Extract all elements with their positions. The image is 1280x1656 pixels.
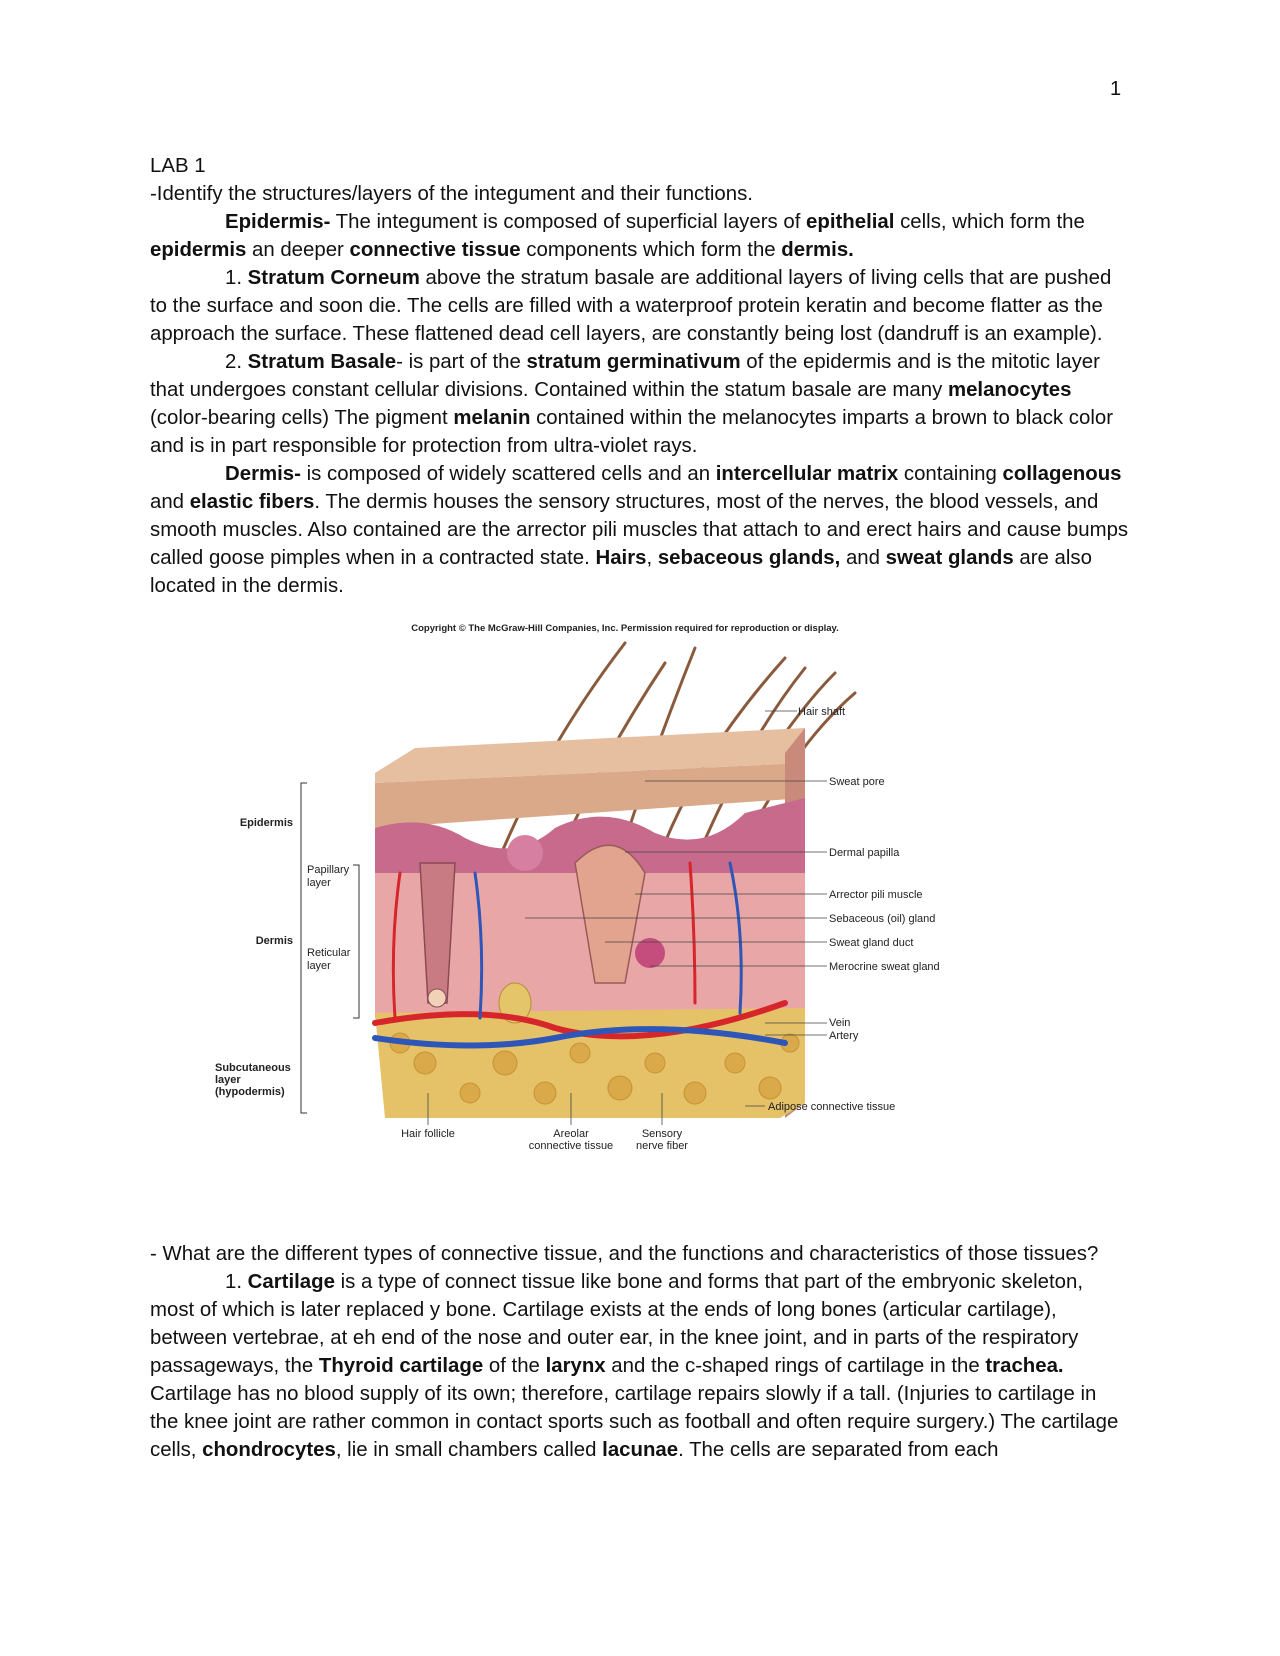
term: epithelial (806, 211, 895, 233)
label-subcutaneous-3: (hypodermis) (215, 1086, 285, 1098)
label-artery: Artery (829, 1030, 859, 1042)
term: trachea. (985, 1355, 1064, 1377)
label-hair-shaft: Hair shaft (798, 706, 846, 718)
term: Epidermis- (225, 211, 331, 233)
term: Hairs (595, 547, 647, 569)
label-arrector-pili: Arrector pili muscle (829, 889, 923, 901)
fat-cell (759, 1077, 781, 1099)
term: Stratum Basale (247, 351, 397, 373)
term: lacunae (602, 1439, 679, 1461)
lab-heading: LAB 1 (150, 155, 206, 177)
text: 1. (225, 1271, 248, 1293)
fat-cell (534, 1082, 556, 1104)
label-vein: Vein (829, 1017, 851, 1029)
label-areolar-1: Areolar (553, 1128, 589, 1140)
fat-cell (570, 1043, 590, 1063)
term: elastic fibers (189, 491, 315, 513)
text: is composed of widely scattered cells and an (300, 463, 716, 485)
text: contained within the melanocytes imparts a brown to black color and is in part responsible for protection from ultra-violet rays. (150, 407, 1113, 457)
term: intercellular matrix (715, 463, 899, 485)
text: (color-bearing cells) The pigment (150, 407, 454, 429)
term: sebaceous glands, (657, 547, 841, 569)
term: connective tissue (349, 239, 521, 261)
fat-cell (645, 1053, 665, 1073)
label-areolar-2: connective tissue (528, 1140, 614, 1152)
label-epidermis: Epidermis (239, 817, 293, 829)
text: 2. (225, 351, 248, 373)
label-hair-follicle: Hair follicle (401, 1128, 455, 1140)
label-dermis: Dermis (255, 935, 293, 947)
stratum-basale-paragraph (150, 348, 1130, 460)
skin-diagram-svg (215, 623, 1025, 1213)
label-subcutaneous-2: layer (215, 1074, 241, 1086)
text: components which form the (520, 239, 782, 261)
fat-cell (608, 1076, 632, 1100)
term: collagenous (1002, 463, 1122, 485)
merocrine-sweat-gland (635, 938, 665, 968)
text: of the (483, 1355, 546, 1377)
text: , lie in small chambers called (335, 1439, 603, 1461)
text: 1. (225, 267, 248, 289)
term: melanocytes (947, 379, 1072, 401)
copyright-notice: Copyright © The McGraw-Hill Companies, Inc. Permission required for reproduction or display. (411, 623, 839, 634)
label-sensory-1: Sensory (641, 1128, 683, 1140)
fat-cell (414, 1052, 436, 1074)
text: an deeper (246, 239, 350, 261)
label-adipose: Adipose connective tissue (768, 1101, 896, 1113)
term: Dermis- (225, 463, 301, 485)
label-sweat-gland-duct: Sweat gland duct (829, 937, 914, 949)
label-papillary-1: Papillary (307, 864, 350, 876)
text: . The dermis houses the sensory structures, most of the nerves, the blood vessels, and smooth muscles. Also contained are the arrector pili muscles that attach to and erect hairs and cause bumps called goose pimples when in a contracted state. (150, 491, 1129, 569)
page-number: 1 (1110, 78, 1122, 100)
label-sweat-pore: Sweat pore (829, 776, 885, 788)
question-2: - What are the different types of connective tissue, and the functions and characteristics of those tissues? (150, 1243, 1099, 1265)
text: - is part of the (396, 351, 527, 373)
term: melanin (453, 407, 531, 429)
text: , (646, 547, 658, 569)
bracket (353, 865, 359, 1018)
text: and (150, 491, 190, 513)
dermis-paragraph (150, 460, 1130, 600)
label-reticular-2: layer (307, 960, 331, 972)
question-1: -Identify the structures/layers of the integument and their functions. (150, 183, 753, 205)
term: sweat glands (885, 547, 1014, 569)
fat-cell (493, 1051, 517, 1075)
label-subcutaneous-1: Subcutaneous (215, 1062, 291, 1074)
skin-diagram (215, 623, 1025, 1213)
text: and the c-shaped rings of cartilage in the (605, 1355, 986, 1377)
term: larynx (545, 1355, 606, 1377)
cartilage-paragraph (150, 1268, 1130, 1464)
text: of the epidermis and is the mitotic layer that undergoes constant cellular divisions. Contained within the statum basale are many (150, 351, 1100, 401)
fat-cell (725, 1053, 745, 1073)
text: Cartilage has no blood supply of its own; therefore, cartilage repairs slowly if a tall. (Injuries to cartilage in the knee joint are rather common in contact sports such as football and often require surgery.) The cartilage cells, (150, 1383, 1119, 1461)
label-reticular-1: Reticular (307, 947, 351, 959)
label-merocrine-sweat-gland: Merocrine sweat gland (829, 961, 940, 973)
text: and (840, 547, 886, 569)
hair-bulb (428, 989, 446, 1007)
label-papillary-2: layer (307, 877, 331, 889)
text: is a type of connect tissue like bone and forms that part of the embryonic skeleton, most of which is later replaced y bone. Cartilage exists at the ends of long bones (articular cartilage), between vertebrae, at eh end of the nose and outer ear, in the knee joint, and in parts of the respiratory passageways, the (150, 1271, 1083, 1377)
fat-cell (684, 1082, 706, 1104)
stratum-corneum-paragraph (150, 264, 1130, 348)
text: containing (898, 463, 1003, 485)
text: cells, which form the (894, 211, 1085, 233)
term: Stratum Corneum (247, 267, 420, 289)
sebaceous-gland (507, 835, 543, 871)
fat-cell (460, 1083, 480, 1103)
text: The integument is composed of superficial layers of (330, 211, 807, 233)
body-text-bottom (150, 1240, 1130, 1464)
label-dermal-papilla: Dermal papilla (829, 847, 900, 859)
epidermis-paragraph (150, 208, 1130, 264)
term: dermis. (781, 239, 854, 261)
label-sensory-2: nerve fiber (636, 1140, 688, 1152)
term: Thyroid cartilage (318, 1355, 484, 1377)
text: above the stratum basale are additional layers of living cells that are pushed to the surface and soon die. The cells are filled with a waterproof protein keratin and become flatter as the approach the surface. These flattened dead cell layers, are constantly being lost (dandruff is an example). (150, 267, 1112, 345)
term: Cartilage (247, 1271, 335, 1293)
text: . The cells are separated from each (678, 1439, 999, 1461)
body-text-top (150, 152, 1130, 600)
term: chondrocytes (202, 1439, 336, 1461)
label-sebaceous-gland: Sebaceous (oil) gland (829, 913, 936, 925)
term: stratum germinativum (526, 351, 741, 373)
text: are also located in the dermis. (150, 547, 1092, 597)
term: epidermis (150, 239, 247, 261)
